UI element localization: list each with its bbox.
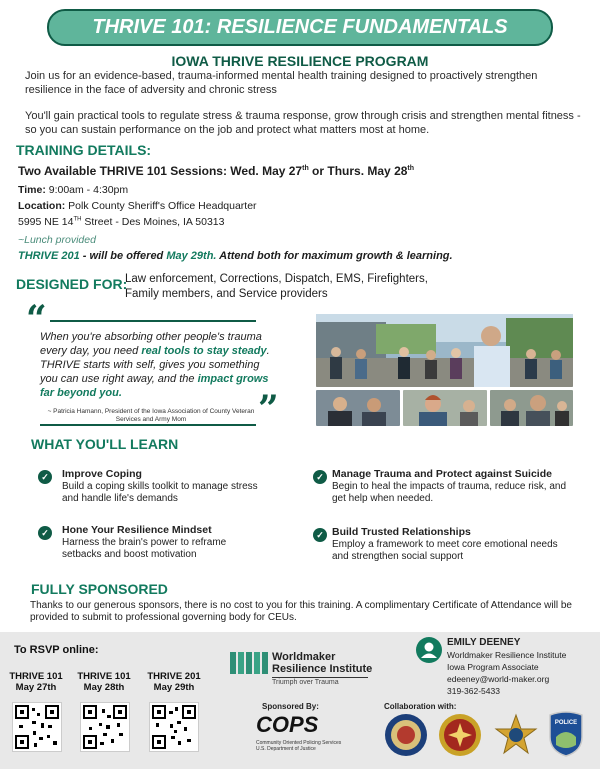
rsvp-session-2: THRIVE 101 May 28th <box>77 671 131 693</box>
address-detail: 5995 NE 14TH Street - Des Moines, IA 50313 <box>18 216 225 228</box>
sheriff-seal-icon <box>384 713 428 757</box>
thrive201-note: THRIVE 201 - will be offered May 29th. Attend both for maximum growth & learning. <box>18 250 453 262</box>
designed-for-heading: DESIGNED FOR: <box>16 276 128 292</box>
qr-code-session-2[interactable] <box>80 702 130 752</box>
training-photo-3 <box>490 390 573 426</box>
training-photo-2 <box>403 390 487 426</box>
learn-item-trauma: Manage Trauma and Protect against Suicide Begin to heal the impacts of trauma, reduce risk, and get help when needed. <box>332 468 567 504</box>
check-icon: ✓ <box>313 470 327 484</box>
training-group-photo <box>316 314 573 387</box>
intro-paragraph-2: You'll gain practical tools to regulate stress & trauma response, grow through crisis and strengthen mental fitness - so you can sustain performance on the job and protect what matters most at home. <box>25 110 581 136</box>
collaboration-label: Collaboration with: <box>384 702 457 711</box>
rsvp-session-1: THRIVE 101 May 27th <box>9 671 63 693</box>
learn-item-mindset: Hone Your Resilience Mindset Harness the brain's power to reframe setbacks and boost motivation <box>62 524 227 560</box>
quote-attribution: ~ Patricia Hamann, President of the Iowa Association of County Veteran Services and Army Mom <box>47 408 255 423</box>
sponsored-by-label: Sponsored By: <box>262 702 319 711</box>
page-title: THRIVE 101: RESILIENCE FUNDAMENTALS <box>47 9 553 46</box>
check-icon: ✓ <box>38 526 52 540</box>
sessions-line: Two Available THRIVE 101 Sessions: Wed. May 27th or Thurs. May 28th <box>18 164 415 178</box>
training-details-heading: TRAINING DETAILS: <box>16 142 152 158</box>
contact-phone[interactable]: 319-362-5433 <box>447 686 500 696</box>
avatar-icon <box>416 637 442 663</box>
check-icon: ✓ <box>313 528 327 542</box>
police-badge-label: POLICE <box>554 720 578 726</box>
worldmaker-tagline: Triumph over Trauma <box>272 677 368 686</box>
star-badge-icon <box>494 713 538 757</box>
open-quote-icon: “ <box>26 298 47 340</box>
cops-logo: COPS <box>256 712 319 737</box>
learn-item-coping: Improve Coping Build a coping skills toolkit to manage stress and handle life's demands <box>62 468 258 504</box>
learn-heading: WHAT YOU'LL LEARN <box>31 436 179 452</box>
contact-card: EMILY DEENEY Worldmaker Resilience Institute Iowa Program Associate edeeney@world-maker.org 319-362-5433 <box>447 637 567 696</box>
check-icon: ✓ <box>38 470 52 484</box>
program-name: IOWA THRIVE RESILIENCE PROGRAM <box>171 53 429 69</box>
fire-seal-icon <box>438 713 482 757</box>
training-photo-1 <box>316 390 400 426</box>
worldmaker-name: Worldmaker Resilience Institute <box>272 651 373 675</box>
rsvp-session-3: THRIVE 201 May 29th <box>147 671 201 693</box>
learn-item-relationships: Build Trusted Relationships Employ a framework to meet core emotional needs and strengthen social support <box>332 526 558 562</box>
qr-code-session-1[interactable] <box>12 702 62 752</box>
cops-subtitle: Community Oriented Policing Services U.S. Department of Justice <box>256 740 342 752</box>
lunch-note: ~Lunch provided <box>18 234 96 246</box>
qr-code-session-3[interactable] <box>149 702 199 752</box>
worldmaker-logo-icon <box>230 652 268 679</box>
quote-divider-top <box>50 320 256 322</box>
quote-divider-bottom <box>40 424 256 426</box>
quote-text: When you're absorbing other people's trauma every day, you need real tools to stay steady. THRIVE starts with self, gives you something you can use right away, and the impact grows far beyond you. <box>40 331 270 399</box>
location-detail: Location: Polk County Sheriff's Office Headquarter <box>18 200 257 212</box>
time-detail: Time: 9:00am - 4:30pm <box>18 184 129 196</box>
intro-paragraph-1: Join us for an evidence-based, trauma-informed mental health training designed to proactively strengthen resilience in the face of adversity and chronic stress <box>25 70 538 96</box>
sponsored-text: Thanks to our generous sponsors, there is no cost to you for this training. A complimentary Certificate of Attendance will be provided to submit to professional governing body for CEUs. <box>30 600 572 623</box>
audience-list: Law enforcement, Corrections, Dispatch, EMS, Firefighters, Family members, and Service providers <box>125 273 428 300</box>
sponsored-heading: FULLY SPONSORED <box>31 581 168 597</box>
police-badge-icon <box>548 711 584 757</box>
close-quote-icon: ” <box>258 388 279 430</box>
contact-email[interactable]: edeeney@world-maker.org <box>447 674 550 684</box>
rsvp-title: To RSVP online: <box>14 644 99 656</box>
